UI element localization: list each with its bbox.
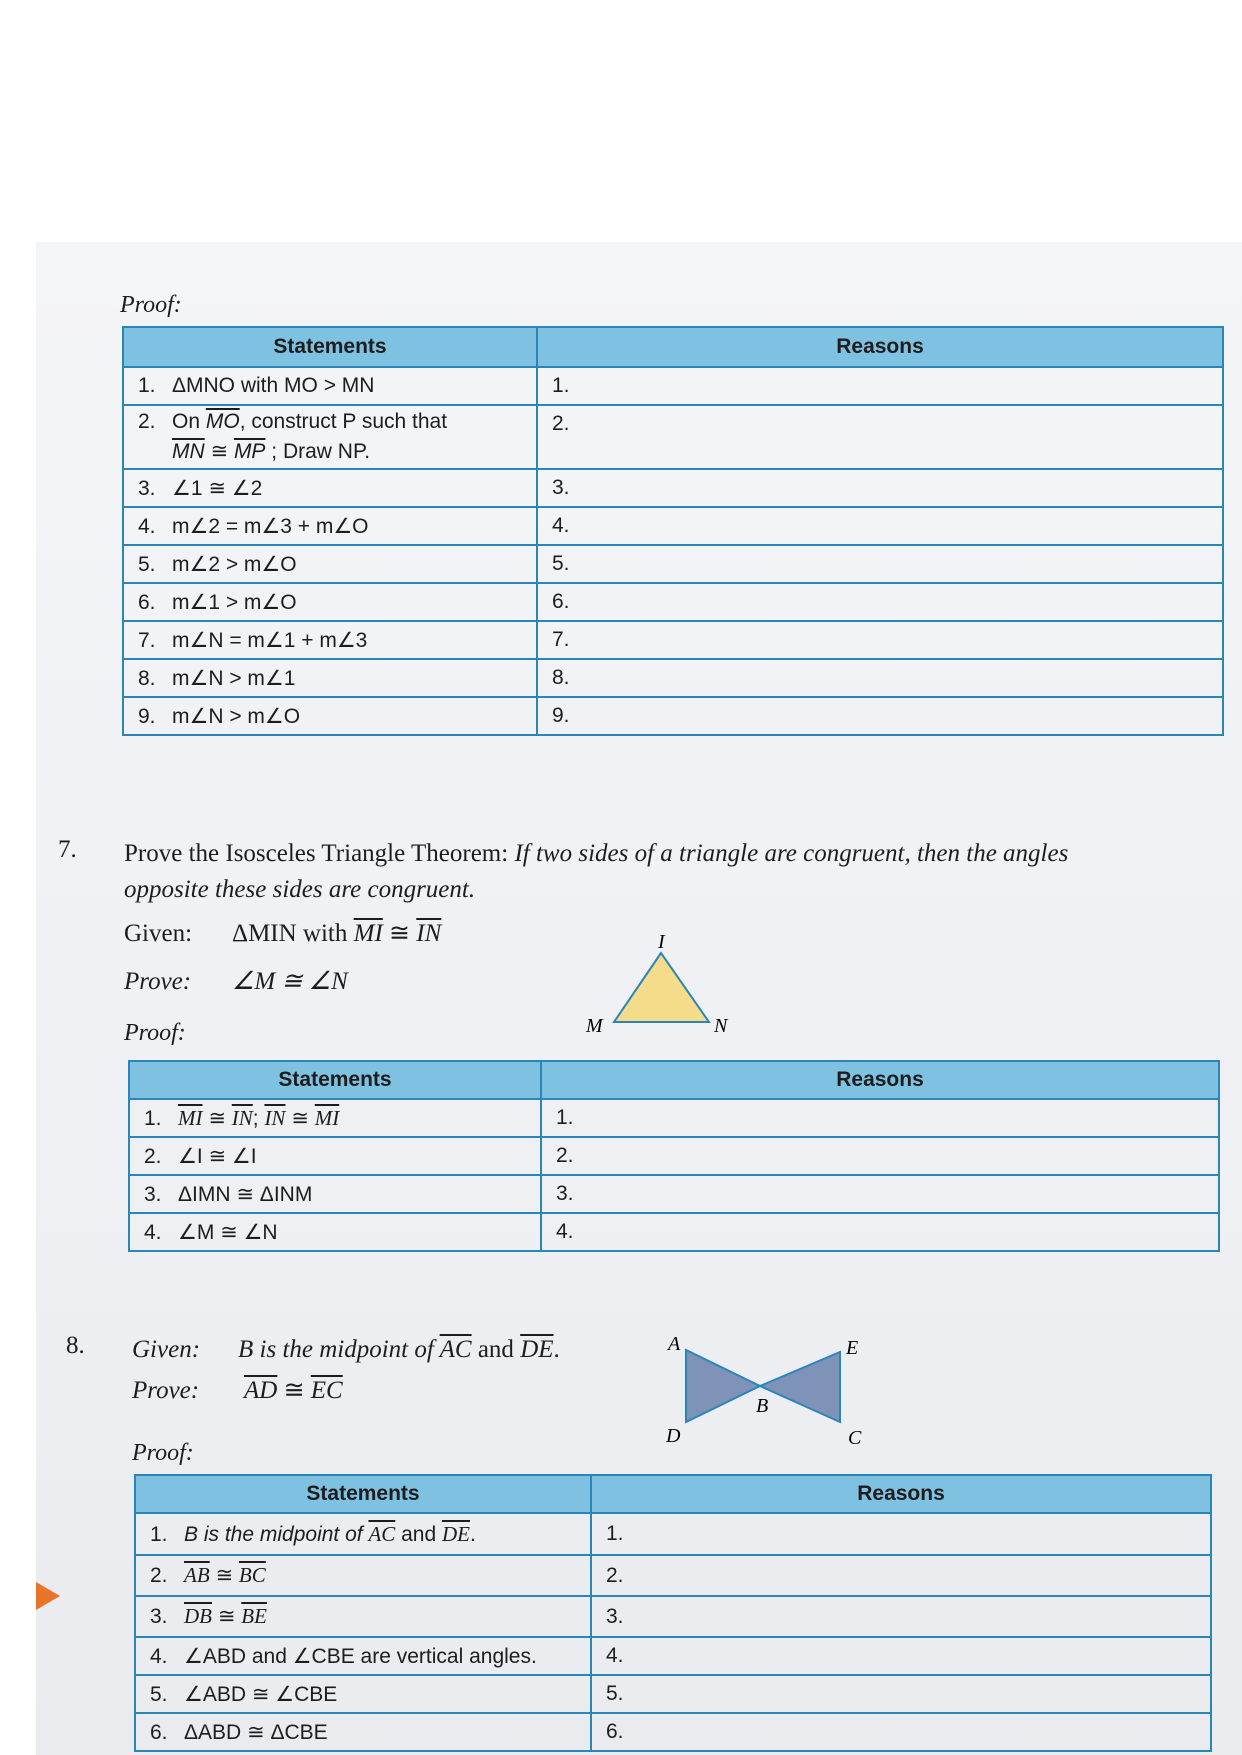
reason-cell[interactable]: 1. <box>537 367 1223 405</box>
segment: $\overline{IN}$ <box>231 1105 253 1130</box>
congruent-sign: ≅ <box>285 1106 315 1130</box>
problem-8-given-label: Given: <box>132 1336 201 1363</box>
segment: $\overline{BE}$ <box>241 1604 267 1628</box>
vertex-b: B <box>756 1395 769 1417</box>
triangle-cbe <box>760 1352 840 1422</box>
vertex-a: A <box>668 1333 681 1355</box>
segment-mi: $\overline{MI}$ <box>353 920 383 947</box>
proof-label-top: Proof: <box>120 292 182 318</box>
problem-7-given <box>232 916 441 952</box>
statement-text: ∠ABD ≅ ∠CBE <box>184 1682 338 1706</box>
triangle-min <box>614 953 709 1022</box>
vertex-c: C <box>848 1427 862 1449</box>
congruent-sign: ≅ <box>204 440 234 463</box>
problem-7-number: 7. <box>58 836 77 863</box>
statement-text: ΔABD ≅ ΔCBE <box>184 1720 328 1744</box>
segment-ad: $\overline{AD}$ <box>244 1377 278 1404</box>
statement-text: ∠1 ≅ ∠2 <box>172 476 263 500</box>
vertex-m: M <box>586 1015 603 1037</box>
vertex-d: D <box>666 1425 681 1447</box>
proof-row <box>123 405 1223 469</box>
given-and: and <box>471 1336 521 1363</box>
problem-7-theorem: If two sides of a triangle are congruent, then the angles <box>514 840 1069 867</box>
segment: $\overline{BC}$ <box>238 1563 266 1587</box>
proof-row <box>123 697 1223 735</box>
statement-cell <box>135 1555 591 1596</box>
statement-text: m∠2 = m∠3 + m∠O <box>172 514 369 538</box>
reasons-header: Reasons <box>591 1475 1211 1513</box>
segment: $\overline{MN}$ <box>172 440 205 463</box>
proof-table-8 <box>134 1474 1212 1752</box>
proof-row <box>135 1596 1211 1637</box>
segment: $\overline{MO}$ <box>205 410 240 433</box>
proof-row <box>123 621 1223 659</box>
segment: $\overline{MP}$ <box>233 440 266 463</box>
reason-cell[interactable]: 4. <box>537 507 1223 545</box>
proof-row <box>129 1213 1219 1251</box>
isosceles-triangle-figure <box>576 928 726 1038</box>
proof-row <box>123 583 1223 621</box>
statements-header: Statements <box>129 1061 541 1099</box>
proof-table-7 <box>128 1060 1220 1252</box>
step-number: 8. <box>138 666 156 690</box>
segment: $\overline{AC}$ <box>368 1521 396 1546</box>
proof-row <box>123 367 1223 405</box>
reason-cell[interactable]: 3. <box>541 1175 1219 1213</box>
step-number: 4. <box>144 1220 162 1244</box>
proof-label-8: Proof: <box>132 1440 194 1466</box>
problem-7-statement <box>124 836 1184 908</box>
bowtie-figure <box>660 1330 860 1448</box>
reason-cell[interactable]: 4. <box>591 1637 1211 1675</box>
reason-cell[interactable]: 2. <box>591 1555 1211 1596</box>
statement-cell <box>123 507 537 545</box>
statement-and: and <box>395 1522 442 1546</box>
reason-cell[interactable]: 8. <box>537 659 1223 697</box>
proof-row <box>123 507 1223 545</box>
statement-cell <box>129 1175 541 1213</box>
reason-cell[interactable]: 5. <box>537 545 1223 583</box>
statement-text: m∠N > m∠O <box>172 704 301 728</box>
reason-cell[interactable]: 3. <box>537 469 1223 507</box>
reason-cell[interactable]: 9. <box>537 697 1223 735</box>
statement-text: ∠I ≅ ∠I <box>178 1144 257 1168</box>
statement-cell <box>135 1713 591 1751</box>
step-number: 3. <box>144 1182 162 1206</box>
statement-text: m∠2 > m∠O <box>172 552 297 576</box>
congruent-sign: ≅ <box>277 1377 311 1404</box>
reason-cell[interactable]: 5. <box>591 1675 1211 1713</box>
statement-cell <box>135 1596 591 1637</box>
step-number: 5. <box>150 1682 168 1706</box>
step-number: 9. <box>138 704 156 728</box>
problem-7-intro: Prove the Isosceles Triangle Theorem: <box>124 840 515 867</box>
statement-cell <box>135 1637 591 1675</box>
vertex-i: I <box>658 931 665 953</box>
segment-de: $\overline{DE}$ <box>520 1336 554 1363</box>
proof-row <box>135 1675 1211 1713</box>
proof-row <box>129 1137 1219 1175</box>
reason-cell[interactable]: 6. <box>537 583 1223 621</box>
statement-cell <box>123 405 537 469</box>
period: . <box>470 1522 476 1546</box>
problem-7-prove: ∠M ≅ ∠N <box>232 968 348 995</box>
statement-text: ΔMNO with MO > MN <box>172 374 375 397</box>
statement-text: ΔIMN ≅ ΔINM <box>178 1182 313 1206</box>
problem-8-prove <box>244 1373 343 1409</box>
separator: ; <box>252 1106 265 1130</box>
proof-row <box>135 1513 1211 1555</box>
reason-cell[interactable]: 6. <box>591 1713 1211 1751</box>
problem-7-given-label: Given: <box>124 920 193 947</box>
proof-table-top <box>122 326 1224 736</box>
step-number: 6. <box>150 1720 168 1744</box>
proof-row <box>123 469 1223 507</box>
problem-8-given <box>238 1332 560 1368</box>
statements-header: Statements <box>135 1475 591 1513</box>
proof-row <box>123 545 1223 583</box>
segment: $\overline{AB}$ <box>184 1563 210 1587</box>
segment: $\overline{DB}$ <box>184 1604 212 1628</box>
orange-marker-icon <box>36 1582 60 1610</box>
step-number: 1. <box>144 1106 162 1130</box>
statement-cell <box>135 1675 591 1713</box>
reasons-header: Reasons <box>537 327 1223 367</box>
proof-row <box>135 1637 1211 1675</box>
statement-cell <box>135 1513 591 1555</box>
statement-text: m∠1 > m∠O <box>172 590 297 614</box>
statement-text: On <box>172 410 206 433</box>
statements-header: Statements <box>123 327 537 367</box>
step-number: 4. <box>138 514 156 538</box>
reason-cell[interactable]: 2. <box>541 1137 1219 1175</box>
proof-row <box>129 1099 1219 1137</box>
reason-cell[interactable]: 1. <box>591 1513 1211 1555</box>
statement-cell <box>123 697 537 735</box>
proof-row <box>135 1555 1211 1596</box>
congruent-sign: ≅ <box>212 1605 242 1628</box>
proof-row <box>129 1175 1219 1213</box>
statement-text: B is the midpoint of <box>184 1522 369 1546</box>
problem-8-prove-label: Prove: <box>132 1377 200 1404</box>
reason-cell[interactable]: 4. <box>541 1213 1219 1251</box>
vertex-e: E <box>846 1337 859 1359</box>
reason-cell[interactable]: 2. <box>537 405 1223 469</box>
vertex-n: N <box>714 1015 728 1037</box>
congruent-sign: ≅ <box>202 1106 232 1130</box>
proof-row <box>135 1713 1211 1751</box>
given-text: B is the midpoint of <box>238 1336 440 1363</box>
statement-text: ∠ABD and ∠CBE are vertical angles. <box>184 1644 537 1668</box>
step-number: 2. <box>144 1144 162 1168</box>
segment: $\overline{MI}$ <box>178 1105 203 1130</box>
problem-7-prove-label: Prove: <box>124 968 192 995</box>
congruent-sign: ≅ <box>382 920 417 947</box>
statement-text: m∠N > m∠1 <box>172 666 296 690</box>
given-text: ΔMIN with <box>232 920 354 947</box>
statement-cell <box>129 1099 541 1137</box>
reason-cell[interactable]: 7. <box>537 621 1223 659</box>
statement-cell <box>123 545 537 583</box>
statement-cell <box>129 1213 541 1251</box>
statement-cell <box>123 583 537 621</box>
statement-text: ∠M ≅ ∠N <box>178 1220 278 1244</box>
step-number: 1. <box>138 374 156 397</box>
statement-text: m∠N = m∠1 + m∠3 <box>172 628 368 652</box>
statement-text: ; Draw NP. <box>265 440 371 463</box>
reason-cell[interactable]: 3. <box>591 1596 1211 1637</box>
problem-7-theorem-cont: opposite these sides are congruent. <box>124 876 476 903</box>
statement-cell <box>123 659 537 697</box>
step-number: 6. <box>138 590 156 614</box>
segment-ec: $\overline{EC}$ <box>310 1377 343 1404</box>
step-number: 1. <box>150 1522 168 1546</box>
proof-label-7: Proof: <box>124 1020 186 1046</box>
step-number: 3. <box>138 476 156 500</box>
statement-cell <box>123 367 537 405</box>
period: . <box>553 1336 560 1363</box>
statement-line-2 <box>138 437 536 467</box>
reason-cell[interactable]: 1. <box>541 1099 1219 1137</box>
segment: $\overline{MI}$ <box>314 1105 340 1130</box>
congruent-sign: ≅ <box>209 1564 239 1587</box>
step-number: 5. <box>138 552 156 576</box>
segment: $\overline{IN}$ <box>264 1105 286 1130</box>
statement-cell <box>123 621 537 659</box>
segment: $\overline{DE}$ <box>442 1521 470 1546</box>
step-number: 7. <box>138 628 156 652</box>
segment-in: $\overline{IN}$ <box>416 920 442 947</box>
statement-text: , construct P such that <box>239 410 448 433</box>
problem-8-number: 8. <box>66 1332 85 1359</box>
triangle-abd <box>686 1350 760 1422</box>
segment-ac: $\overline{AC}$ <box>439 1336 472 1363</box>
step-number: 4. <box>150 1644 168 1668</box>
step-number: 3. <box>150 1605 168 1628</box>
statement-cell <box>123 469 537 507</box>
step-number: 2. <box>150 1564 168 1587</box>
statement-cell <box>129 1137 541 1175</box>
step-number: 2. <box>138 410 156 433</box>
proof-row <box>123 659 1223 697</box>
reasons-header: Reasons <box>541 1061 1219 1099</box>
